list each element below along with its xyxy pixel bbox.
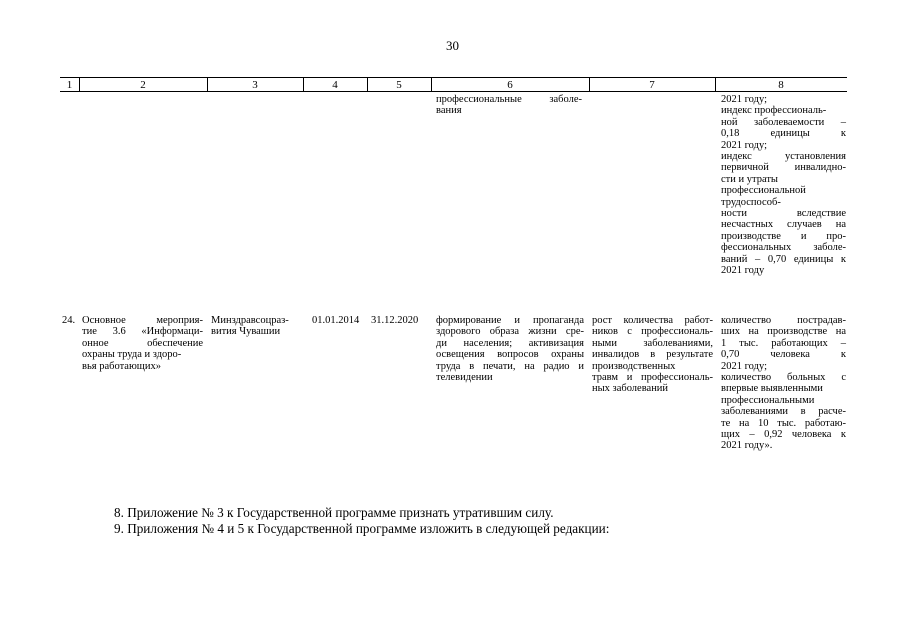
text-line: инвалидов в результате xyxy=(592,349,713,361)
header-col-2: 2 xyxy=(140,79,146,91)
text-line: телевидении xyxy=(436,372,493,384)
text-line: труда в печати, на радио и xyxy=(436,360,584,372)
table-header-top-rule xyxy=(60,77,847,78)
text-line: производственных xyxy=(592,360,676,372)
text-line: фессиональных заболе- xyxy=(721,242,846,254)
text-line: освещения вопросов охраны xyxy=(436,349,584,361)
text-line: ших на производстве на xyxy=(721,326,846,338)
text-line: сти и утраты профессиональной xyxy=(721,173,806,197)
header-col-4: 4 xyxy=(332,79,338,91)
text-line: 2021 году; xyxy=(721,360,767,372)
text-line: впервые выявленными xyxy=(721,383,823,395)
text-line: вания xyxy=(436,105,462,117)
text-line: вья работающих» xyxy=(82,360,161,372)
row24-col-7 xyxy=(592,315,713,395)
text-line: вития Чувашии xyxy=(211,326,281,338)
text-line: первичной инвалидно- xyxy=(721,162,846,174)
text-line: профессиональными xyxy=(721,394,815,406)
row24-col-5: 31.12.2020 xyxy=(371,315,419,326)
text-line: трудоспособ- xyxy=(721,196,781,208)
text-line: количество пострадав- xyxy=(721,315,846,326)
text-line: 1 тыс. работающих – xyxy=(721,337,846,349)
text-line: тие 3.6 «Информаци- xyxy=(82,326,203,338)
text-line: Основное мероприя- xyxy=(82,315,203,326)
text-line: те на 10 тыс. работаю- xyxy=(721,417,846,429)
text-line: индекс профессиональ- xyxy=(721,105,827,117)
text-line: ваний – 0,70 единицы к xyxy=(721,253,846,265)
row24-col-4: 01.01.2014 xyxy=(312,315,360,326)
header-col-7: 7 xyxy=(649,79,655,91)
text-line: Минздравсоцраз- xyxy=(211,315,289,326)
continuation-col-6 xyxy=(436,94,582,117)
text-line: рост количества работ- xyxy=(592,315,713,326)
header-col-1: 1 xyxy=(66,79,73,91)
text-line: 2021 году; xyxy=(721,139,767,151)
header-col-8: 8 xyxy=(778,79,784,91)
text-line: ных заболеваний xyxy=(592,383,669,395)
row24-col-2 xyxy=(82,315,203,372)
table-header-bottom-rule xyxy=(60,91,847,92)
text-line: онное обеспечение xyxy=(82,337,203,349)
row24-col-3 xyxy=(211,315,301,338)
header-col-5: 5 xyxy=(396,79,402,91)
text-line: производстве и про- xyxy=(721,230,846,242)
row24-col-8 xyxy=(721,315,846,452)
text-line: 0,18 единицы к xyxy=(721,128,846,140)
text-line: травм и профессиональ- xyxy=(592,372,713,384)
text-line: количество больных с xyxy=(721,372,846,384)
text-line: заболеваниями в расче- xyxy=(721,406,846,418)
continuation-col-8 xyxy=(721,94,846,277)
row-number: 24. xyxy=(62,315,76,326)
text-line: 2021 году xyxy=(721,265,765,277)
text-line: охраны труда и здоро- xyxy=(82,349,182,361)
paragraph-8: 8. Приложение № 3 к Государственной программе признать утратившим силу. xyxy=(114,505,554,520)
paragraph-9: 9. Приложения № 4 и 5 к Государственной программе изложить в следующей редакции: xyxy=(114,521,610,536)
text-line: индекс установления xyxy=(721,151,846,163)
page-number: 30 xyxy=(446,38,459,53)
text-line: 2021 году; xyxy=(721,94,767,105)
text-line: профессиональные заболе- xyxy=(436,94,582,105)
header-col-6: 6 xyxy=(507,79,513,91)
text-line: ности вследствие xyxy=(721,208,846,220)
text-line: формирование и пропаганда xyxy=(436,315,584,326)
text-line: ди населения; активизация xyxy=(436,337,584,349)
text-line: несчастных случаев на xyxy=(721,219,846,231)
text-line: 2021 году». xyxy=(721,440,773,452)
text-line: ной заболеваемости – xyxy=(721,116,846,128)
text-line: здорового образа жизни сре- xyxy=(436,326,584,338)
text-line: ными заболеваниями, xyxy=(592,337,713,349)
row24-col-6 xyxy=(436,315,584,383)
text-line: ников с профессиональ- xyxy=(592,326,713,338)
text-line: щих – 0,92 человека к xyxy=(721,429,846,441)
text-line: 0,70 человека к xyxy=(721,349,846,361)
header-col-3: 3 xyxy=(252,79,258,91)
